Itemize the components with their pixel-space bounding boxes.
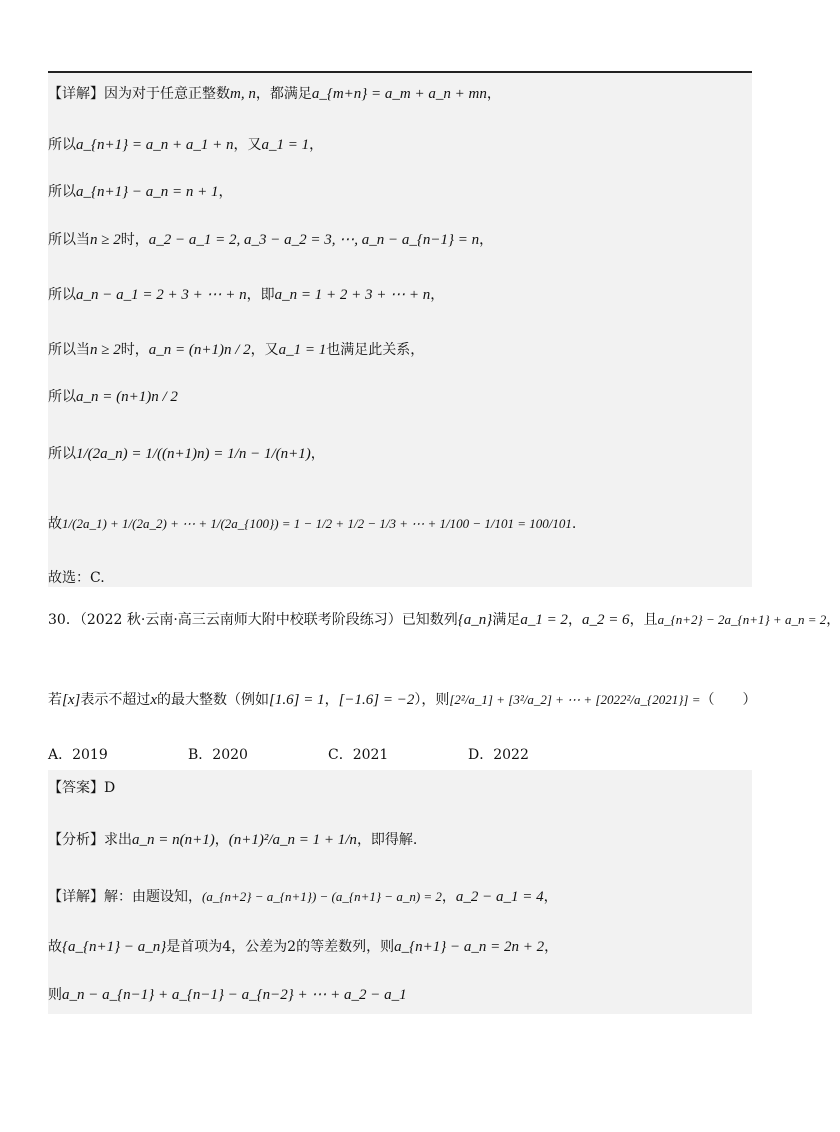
detail-line-2: 故{a_{n+1} − a_n}是首项为4，公差为2的等差数列，则a_{n+1} − a_n = 2n + 2， — [48, 939, 559, 955]
option-c: C．2021 — [328, 747, 389, 763]
option-d: D．2022 — [468, 747, 529, 763]
solution-line-2: 所以a_{n+1} = a_n + a_1 + n，又a_1 = 1， — [48, 137, 324, 153]
solution-line-4: 所以当n ≥ 2时，a_2 − a_1 = 2, a_3 − a_2 = 3, ⋯, a_n − a_{n−1} = n， — [48, 232, 494, 248]
detail-line-1: 【详解】解：由题设知，(a_{n+2} − a_{n+1}) − (a_{n+1} − a_n) = 2，a_2 − a_1 = 4， — [48, 889, 558, 905]
question-30-line-1: 30．（2022 秋·云南·高三云南师大附中校联考阶段练习）已知数列{a_n}满足a_1 = 2，a_2 = 6，且a_{n+2} − 2a_{n+1} + a_n = 2， — [48, 612, 840, 628]
solution-line-8: 所以1/(2a_n) = 1/((n+1)n) = 1/n − 1/(n+1)， — [48, 446, 325, 462]
question-30-line-2: 若[x]表示不超过x的最大整数（例如[1.6] = 1，[−1.6] = −2），则[2²/a_1] + [3²/a_2] + ⋯ + [2022²/a_{2021}] =（ ） — [48, 692, 757, 708]
answer-line: 【答案】D — [48, 780, 116, 796]
solution-line-9: 故1/(2a_1) + 1/(2a_2) + ⋯ + 1/(2a_{100}) = 1 − 1/2 + 1/2 − 1/3 + ⋯ + 1/100 − 1/101 = 100/101. — [48, 516, 577, 532]
option-b: B．2020 — [188, 747, 248, 763]
option-a: A．2019 — [48, 747, 108, 763]
solution-line-5: 所以a_n − a_1 = 2 + 3 + ⋯ + n，即a_n = 1 + 2 + 3 + ⋯ + n， — [48, 287, 445, 303]
detail-line-3: 则a_n − a_{n−1} + a_{n−1} − a_{n−2} + ⋯ + a_2 − a_1 — [48, 987, 407, 1003]
analysis-line: 【分析】求出a_n = n(n+1)，(n+1)²/a_n = 1 + 1/n，即得解. — [48, 832, 418, 848]
solution-line-6: 所以当n ≥ 2时，a_n = (n+1)n / 2，又a_1 = 1也满足此关系， — [48, 342, 425, 358]
solution-line-1: 【详解】因为对于任意正整数m, n，都满足a_{m+n} = a_m + a_n + mn， — [48, 86, 501, 102]
solution-line-7: 所以a_n = (n+1)n / 2 — [48, 389, 178, 405]
solution-choice: 故选：C. — [48, 570, 105, 586]
solution-line-3: 所以a_{n+1} − a_n = n + 1， — [48, 184, 233, 200]
